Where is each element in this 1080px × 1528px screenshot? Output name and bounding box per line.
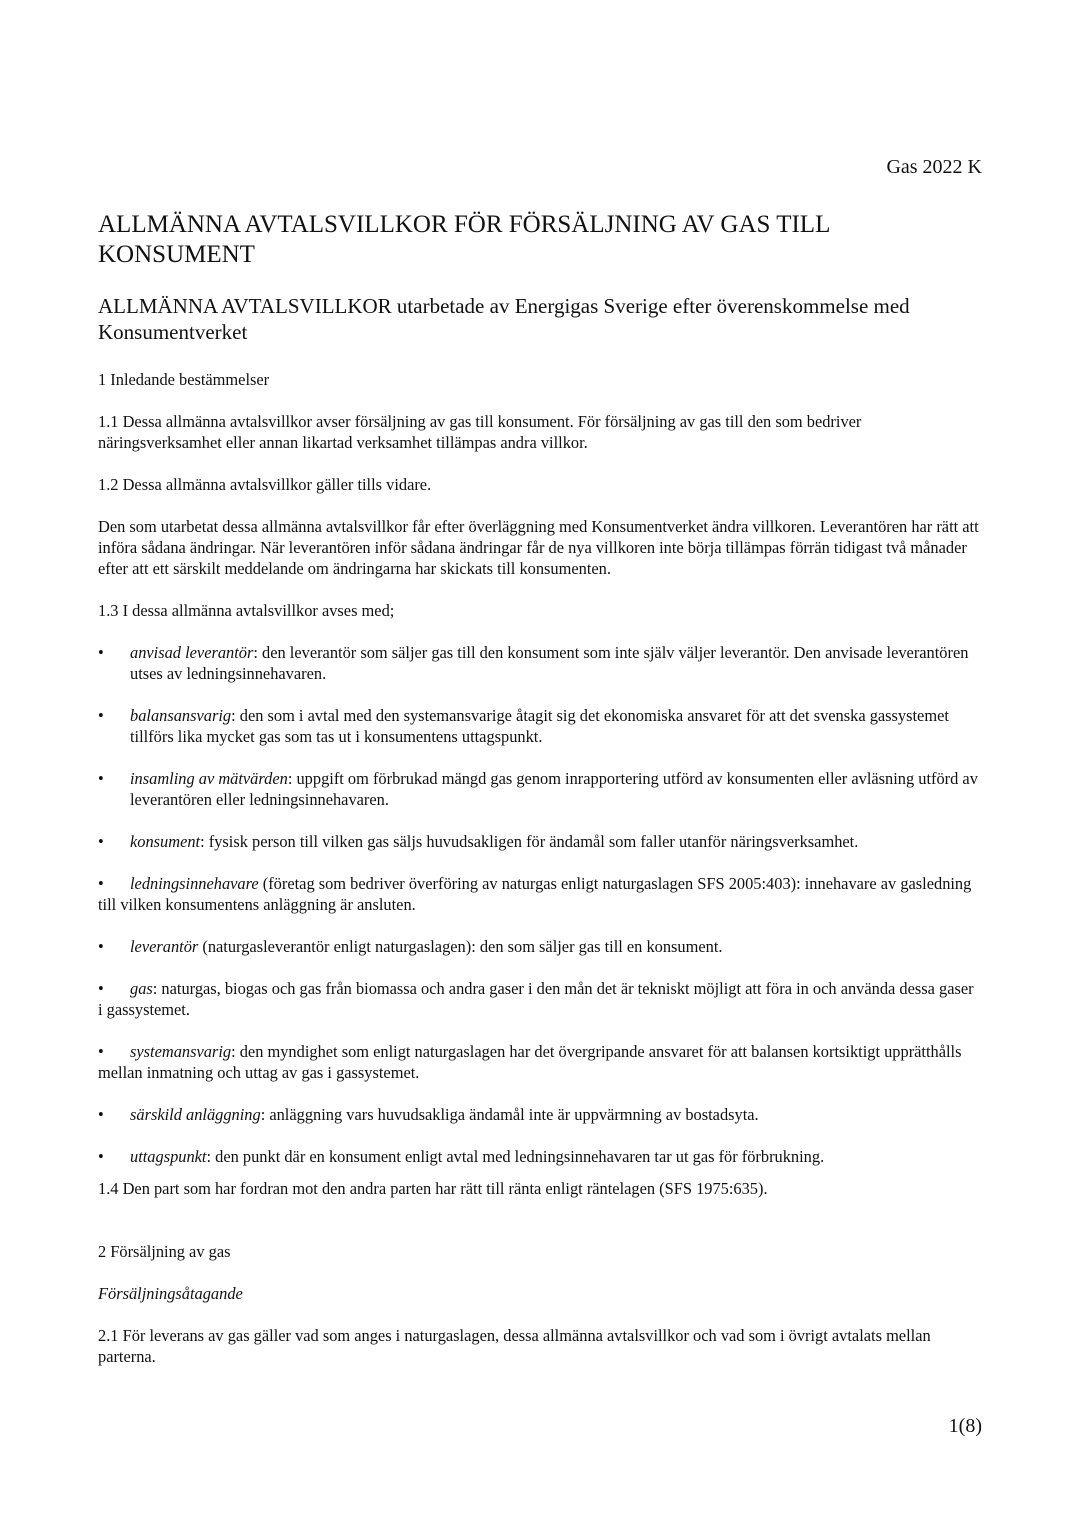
- definition-term: systemansvarig: [130, 1042, 232, 1061]
- definition-term: ledningsinnehavare: [130, 874, 259, 893]
- bullet-icon: •: [98, 937, 104, 956]
- definition-text: : den leverantör som säljer gas till den konsument som inte själv väljer leverantör. Den anvisade leverantören utses av ledningsinnehavaren.: [130, 643, 969, 683]
- document-title: ALLMÄNNA AVTALSVILLKOR FÖR FÖRSÄLJNING AV GAS TILL KONSUMENT: [98, 211, 830, 268]
- definition-text: : anläggning vars huvudsakliga ändamål inte är uppvärmning av bostadsyta.: [260, 1105, 759, 1124]
- definition-item: [98, 705, 982, 747]
- document-code: Gas 2022 K: [886, 156, 982, 178]
- document-subtitle: ALLMÄNNA AVTALSVILLKOR utarbetade av Energigas Sverige efter överenskommelse med Konsumentverket: [98, 294, 910, 344]
- paragraph-1-2-amendments: Den som utarbetat dessa allmänna avtalsvillkor får efter överläggning med Konsumentverket ändra villkoren. Leverantören har rätt att införa sådana ändringar. När leverantören inför sådana ändringar får de nya villkoren inte börja tillämpas förrän tidigast två månader efter att ett särskilt meddelande om ändringarna har skickats till konsumenten.: [98, 517, 979, 578]
- definition-item: [98, 1146, 982, 1167]
- paragraph-1-3: 1.3 I dessa allmänna avtalsvillkor avses med;: [98, 601, 395, 620]
- definition-item: [98, 936, 982, 957]
- bullet-icon: •: [98, 706, 104, 725]
- paragraph-1-4: 1.4 Den part som har fordran mot den andra parten har rätt till ränta enligt räntelagen (SFS 1975:635).: [98, 1179, 768, 1198]
- section-heading: 2 Försäljning av gas: [98, 1242, 231, 1261]
- definition-item: [98, 831, 982, 852]
- paragraph-1-1: 1.1 Dessa allmänna avtalsvillkor avser försäljning av gas till konsument. För försäljning av gas till den som bedriver näringsverksamhet eller annan likartad verksamhet tillämpas andra villkor.: [98, 412, 862, 452]
- definition-text: : den punkt där en konsument enligt avtal med ledningsinnehavaren tar ut gas för förbrukning.: [206, 1147, 825, 1166]
- definition-term: gas: [130, 979, 153, 998]
- bullet-icon: •: [98, 979, 104, 998]
- definition-item: [98, 873, 982, 915]
- definition-item: [98, 642, 982, 684]
- definition-text: : uppgift om förbrukad mängd gas genom inrapportering utförd av konsumenten eller avläsning utförd av leverantören eller ledningsinnehavaren.: [130, 769, 978, 809]
- definition-term: balansansvarig: [130, 706, 232, 725]
- bullet-icon: •: [98, 832, 104, 851]
- definition-term: insamling av mätvärden: [130, 769, 288, 788]
- definition-term: konsument: [130, 832, 201, 851]
- definition-text: (naturgasleverantör enligt naturgaslagen): den som säljer gas till en konsument.: [198, 937, 723, 956]
- definition-text: (företag som bedriver överföring av naturgas enligt naturgaslagen SFS 2005:403): innehavare av gasledning till vilken konsumentens anläggning är ansluten.: [98, 874, 972, 914]
- document-body: [98, 369, 982, 1367]
- page-number: 1(8): [948, 1415, 982, 1437]
- paragraph-1-2: 1.2 Dessa allmänna avtalsvillkor gäller tills vidare.: [98, 475, 432, 494]
- bullet-icon: •: [98, 874, 104, 893]
- bullet-icon: •: [98, 769, 104, 788]
- definition-item: [98, 1104, 982, 1125]
- section-subheading: Försäljningsåtagande: [98, 1284, 243, 1303]
- bullet-icon: •: [98, 643, 104, 662]
- bullet-icon: •: [98, 1105, 104, 1124]
- definition-term: uttagspunkt: [130, 1147, 207, 1166]
- definition-item: [98, 768, 982, 810]
- definition-text: : den som i avtal med den systemansvarige åtagit sig det ekonomiska ansvaret för att det svenska gassystemet tillförs lika mycket gas som tas ut i konsumentens uttagspunkt.: [130, 706, 949, 746]
- definition-text: : naturgas, biogas och gas från biomassa och andra gaser i den mån det är tekniskt möjligt att föra in och använda dessa gaser i gassystemet.: [98, 979, 974, 1019]
- definition-text: : den myndighet som enligt naturgaslagen har det övergripande ansvaret för att balansen kortsiktigt upprätthålls mellan inmatning och uttag av gas i gassystemet.: [98, 1042, 962, 1082]
- definition-item: [98, 978, 982, 1020]
- definition-text: : fysisk person till vilken gas säljs huvudsakligen för ändamål som faller utanför näringsverksamhet.: [200, 832, 859, 851]
- definition-term: särskild anläggning: [130, 1105, 261, 1124]
- definition-item: [98, 1041, 982, 1083]
- definition-term: leverantör: [130, 937, 199, 956]
- section-heading: 1 Inledande bestämmelser: [98, 370, 270, 389]
- paragraph-2-1: 2.1 För leverans av gas gäller vad som anges i naturgaslagen, dessa allmänna avtalsvillkor och vad som i övrigt avtalats mellan parterna.: [98, 1326, 931, 1366]
- bullet-icon: •: [98, 1042, 104, 1061]
- bullet-icon: •: [98, 1147, 104, 1166]
- definition-term: anvisad leverantör: [130, 643, 254, 662]
